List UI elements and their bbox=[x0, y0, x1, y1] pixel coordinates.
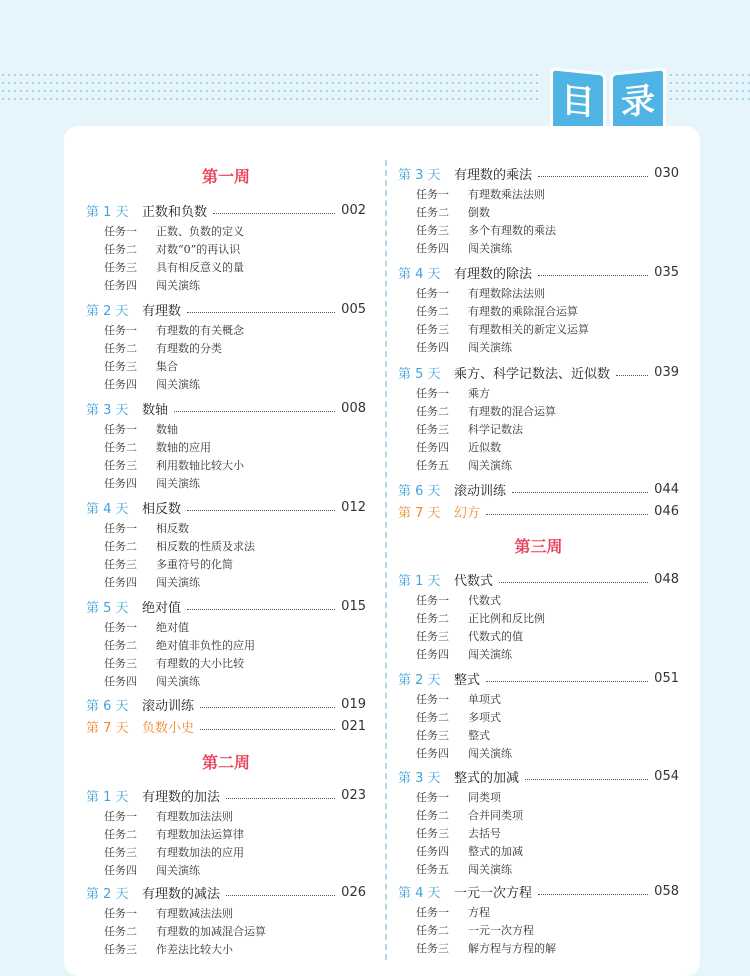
task-number: 任务一 bbox=[416, 594, 449, 607]
toc-day-entry[interactable] bbox=[86, 596, 366, 616]
task-title: 相反数 bbox=[156, 522, 189, 535]
task-title: 绝对值 bbox=[156, 621, 189, 634]
toc-task-entry bbox=[398, 221, 679, 239]
toc-task-entry bbox=[398, 860, 679, 878]
task-title: 绝对值非负性的应用 bbox=[156, 639, 255, 652]
page-number: 039 bbox=[654, 364, 679, 380]
page-number: 012 bbox=[341, 499, 366, 515]
task-number: 任务四 bbox=[104, 576, 137, 589]
task-title: 有理数乘法法则 bbox=[468, 188, 545, 201]
dot-leader bbox=[538, 894, 648, 895]
task-number: 任务三 bbox=[416, 630, 449, 643]
day-number: 第 5 天 bbox=[86, 600, 129, 616]
toc-task-entry bbox=[86, 654, 366, 672]
task-title: 利用数轴比较大小 bbox=[156, 459, 244, 472]
task-number: 任务四 bbox=[416, 747, 449, 760]
task-title: 有理数相关的新定义运算 bbox=[468, 323, 589, 336]
dot-leader bbox=[486, 514, 648, 515]
toc-task-entry bbox=[86, 222, 366, 240]
task-number: 任务二 bbox=[416, 405, 449, 418]
task-title: 多项式 bbox=[468, 711, 501, 724]
task-title: 闯关演练 bbox=[156, 675, 200, 688]
task-number: 任务二 bbox=[416, 612, 449, 625]
dot-leader bbox=[187, 510, 335, 511]
task-title: 闯关演练 bbox=[156, 378, 200, 391]
day-number: 第 3 天 bbox=[86, 402, 129, 418]
toc-task-entry bbox=[398, 788, 679, 806]
task-number: 任务一 bbox=[104, 522, 137, 535]
toc-task-entry bbox=[398, 384, 679, 402]
day-number: 第 6 天 bbox=[86, 698, 129, 714]
toc-day-entry[interactable] bbox=[86, 299, 366, 319]
task-title: 闯关演练 bbox=[468, 863, 512, 876]
page-number: 058 bbox=[654, 883, 679, 899]
day-number: 第 2 天 bbox=[398, 672, 441, 688]
task-number: 任务一 bbox=[416, 791, 449, 804]
toc-task-entry bbox=[398, 690, 679, 708]
column-divider bbox=[385, 160, 387, 960]
toc-task-entry bbox=[398, 903, 679, 921]
toc-task-entry bbox=[86, 240, 366, 258]
task-number: 任务一 bbox=[104, 423, 137, 436]
toc-task-entry bbox=[398, 320, 679, 338]
task-title: 整式的加减 bbox=[468, 845, 523, 858]
task-title: 有理数的大小比较 bbox=[156, 657, 244, 670]
task-number: 任务四 bbox=[104, 675, 137, 688]
toc-task-entry bbox=[398, 456, 679, 474]
task-number: 任务一 bbox=[416, 287, 449, 300]
dot-leader bbox=[512, 492, 648, 493]
task-title: 乘方 bbox=[468, 387, 490, 400]
task-number: 任务一 bbox=[416, 387, 449, 400]
week-heading: 第一周 bbox=[201, 167, 250, 186]
task-title: 有理数的乘除混合运算 bbox=[468, 305, 578, 318]
day-title: 整式的加减 bbox=[454, 770, 520, 786]
toc-task-entry bbox=[398, 824, 679, 842]
task-number: 任务五 bbox=[416, 459, 449, 472]
task-number: 任务四 bbox=[416, 242, 449, 255]
task-title: 闯关演练 bbox=[468, 648, 512, 661]
day-title: 幻方 bbox=[454, 505, 481, 521]
task-title: 整式 bbox=[468, 729, 490, 742]
task-number: 任务二 bbox=[416, 206, 449, 219]
page-number: 002 bbox=[341, 202, 366, 218]
task-title: 有理数的混合运算 bbox=[468, 405, 556, 418]
task-title: 多重符号的化简 bbox=[156, 558, 233, 571]
toc-task-entry bbox=[398, 708, 679, 726]
dot-leader bbox=[538, 176, 648, 177]
task-number: 任务二 bbox=[104, 243, 137, 256]
day-title: 滚动训练 bbox=[142, 698, 195, 714]
task-title: 有理数的分类 bbox=[156, 342, 222, 355]
toc-task-entry bbox=[398, 627, 679, 645]
contents-title-char-2: 录 bbox=[610, 67, 666, 137]
dot-leader bbox=[200, 729, 335, 730]
toc-task-entry bbox=[86, 618, 366, 636]
header-dot-pattern bbox=[0, 74, 540, 108]
page-number: 005 bbox=[341, 301, 366, 317]
day-number: 第 1 天 bbox=[86, 789, 129, 805]
task-title: 有理数加法的应用 bbox=[156, 846, 244, 859]
task-number: 任务四 bbox=[416, 441, 449, 454]
task-number: 任务二 bbox=[104, 828, 137, 841]
page-number: 035 bbox=[654, 264, 679, 280]
task-title: 数轴 bbox=[156, 423, 178, 436]
task-number: 任务一 bbox=[416, 188, 449, 201]
toc-task-entry bbox=[86, 807, 366, 825]
week-heading: 第三周 bbox=[514, 537, 563, 556]
toc-day-entry[interactable] bbox=[398, 501, 679, 521]
day-number: 第 3 天 bbox=[398, 770, 441, 786]
dot-leader bbox=[200, 707, 335, 708]
task-number: 任务三 bbox=[416, 423, 449, 436]
task-title: 近似数 bbox=[468, 441, 501, 454]
day-number: 第 6 天 bbox=[398, 483, 441, 499]
dot-leader bbox=[187, 609, 335, 610]
toc-task-entry bbox=[86, 258, 366, 276]
toc-task-entry bbox=[86, 825, 366, 843]
toc-task-entry bbox=[86, 321, 366, 339]
toc-task-entry bbox=[86, 940, 366, 958]
day-number: 第 7 天 bbox=[398, 505, 441, 521]
task-number: 任务一 bbox=[104, 225, 137, 238]
dot-leader bbox=[226, 895, 335, 896]
day-number: 第 1 天 bbox=[398, 573, 441, 589]
toc-task-entry bbox=[398, 438, 679, 456]
task-title: 正数、负数的定义 bbox=[156, 225, 244, 238]
task-title: 合并同类项 bbox=[468, 809, 523, 822]
task-title: 作差法比较大小 bbox=[156, 943, 233, 956]
task-title: 有理数的加减混合运算 bbox=[156, 925, 266, 938]
task-number: 任务三 bbox=[104, 459, 137, 472]
task-number: 任务三 bbox=[104, 846, 137, 859]
page-number: 021 bbox=[341, 718, 366, 734]
task-number: 任务二 bbox=[416, 809, 449, 822]
day-number: 第 1 天 bbox=[86, 204, 129, 220]
toc-task-entry bbox=[86, 555, 366, 573]
day-title: 有理数的减法 bbox=[142, 886, 221, 902]
day-title: 代数式 bbox=[454, 573, 494, 589]
task-number: 任务四 bbox=[104, 378, 137, 391]
toc-day-entry[interactable] bbox=[398, 766, 679, 786]
toc-day-entry[interactable] bbox=[86, 716, 366, 736]
task-title: 有理数加法运算律 bbox=[156, 828, 244, 841]
task-title: 解方程与方程的解 bbox=[468, 942, 556, 955]
toc-day-entry[interactable] bbox=[398, 881, 679, 901]
page-number: 026 bbox=[341, 884, 366, 900]
page-number: 044 bbox=[654, 481, 679, 497]
day-title: 相反数 bbox=[142, 501, 182, 517]
day-title: 一元一次方程 bbox=[454, 885, 533, 901]
task-title: 闯关演练 bbox=[156, 576, 200, 589]
page-number: 008 bbox=[341, 400, 366, 416]
task-title: 有理数除法法则 bbox=[468, 287, 545, 300]
task-title: 倒数 bbox=[468, 206, 490, 219]
task-number: 任务三 bbox=[104, 943, 137, 956]
toc-task-entry bbox=[86, 339, 366, 357]
toc-day-entry[interactable] bbox=[398, 569, 679, 589]
task-number: 任务二 bbox=[416, 711, 449, 724]
task-number: 任务四 bbox=[416, 341, 449, 354]
task-title: 闯关演练 bbox=[156, 864, 200, 877]
task-number: 任务三 bbox=[416, 827, 449, 840]
dot-leader bbox=[213, 213, 335, 214]
task-number: 任务四 bbox=[104, 279, 137, 292]
page-number: 046 bbox=[654, 503, 679, 519]
toc-task-entry bbox=[86, 904, 366, 922]
toc-task-entry bbox=[86, 375, 366, 393]
toc-task-entry bbox=[86, 573, 366, 591]
task-title: 代数式 bbox=[468, 594, 501, 607]
toc-task-entry bbox=[86, 843, 366, 861]
task-number: 任务三 bbox=[416, 729, 449, 742]
task-title: 闯关演练 bbox=[468, 747, 512, 760]
task-number: 任务一 bbox=[104, 907, 137, 920]
dot-leader bbox=[499, 582, 648, 583]
day-number: 第 4 天 bbox=[398, 266, 441, 282]
task-title: 闯关演练 bbox=[156, 279, 200, 292]
toc-task-entry bbox=[86, 456, 366, 474]
toc-day-entry[interactable] bbox=[398, 479, 679, 499]
task-number: 任务一 bbox=[416, 693, 449, 706]
toc-task-entry bbox=[86, 276, 366, 294]
toc-task-entry bbox=[398, 239, 679, 257]
day-title: 滚动训练 bbox=[454, 483, 507, 499]
toc-task-entry bbox=[398, 302, 679, 320]
toc-day-entry[interactable] bbox=[86, 694, 366, 714]
toc-day-entry[interactable] bbox=[86, 785, 366, 805]
toc-task-entry bbox=[86, 474, 366, 492]
toc-day-entry[interactable] bbox=[398, 668, 679, 688]
toc-task-entry bbox=[86, 357, 366, 375]
toc-day-entry[interactable] bbox=[86, 497, 366, 517]
task-number: 任务三 bbox=[104, 657, 137, 670]
toc-task-entry bbox=[86, 537, 366, 555]
task-title: 有理数的有关概念 bbox=[156, 324, 244, 337]
dot-leader bbox=[174, 411, 335, 412]
task-title: 闯关演练 bbox=[468, 459, 512, 472]
task-number: 任务一 bbox=[104, 324, 137, 337]
day-title: 有理数的加法 bbox=[142, 789, 221, 805]
week-heading: 第二周 bbox=[201, 753, 250, 772]
day-number: 第 2 天 bbox=[86, 303, 129, 319]
task-title: 具有相反意义的量 bbox=[156, 261, 244, 274]
toc-task-entry bbox=[86, 438, 366, 456]
dot-leader bbox=[187, 312, 335, 313]
dot-leader bbox=[616, 375, 648, 376]
toc-task-entry bbox=[398, 744, 679, 762]
toc-task-entry bbox=[398, 726, 679, 744]
day-number: 第 4 天 bbox=[86, 501, 129, 517]
task-number: 任务三 bbox=[416, 323, 449, 336]
contents-title-char-1: 目 bbox=[550, 67, 606, 137]
task-title: 去括号 bbox=[468, 827, 501, 840]
day-number: 第 7 天 bbox=[86, 720, 129, 736]
day-number: 第 4 天 bbox=[398, 885, 441, 901]
day-title: 正数和负数 bbox=[142, 204, 208, 220]
task-title: 代数式的值 bbox=[468, 630, 523, 643]
task-title: 闯关演练 bbox=[468, 341, 512, 354]
day-number: 第 5 天 bbox=[398, 366, 441, 382]
day-title: 有理数的除法 bbox=[454, 266, 533, 282]
task-title: 集合 bbox=[156, 360, 178, 373]
task-number: 任务三 bbox=[104, 261, 137, 274]
toc-day-entry[interactable] bbox=[86, 398, 366, 418]
toc-task-entry bbox=[86, 861, 366, 879]
task-number: 任务二 bbox=[104, 441, 137, 454]
task-title: 单项式 bbox=[468, 693, 501, 706]
task-title: 同类项 bbox=[468, 791, 501, 804]
task-title: 一元一次方程 bbox=[468, 924, 534, 937]
toc-task-entry bbox=[86, 636, 366, 654]
toc-day-entry[interactable] bbox=[86, 200, 366, 220]
task-title: 正比例和反比例 bbox=[468, 612, 545, 625]
page-number: 023 bbox=[341, 787, 366, 803]
task-number: 任务五 bbox=[416, 863, 449, 876]
day-title: 整式 bbox=[454, 672, 481, 688]
task-title: 有理数减法法则 bbox=[156, 907, 233, 920]
day-title: 有理数 bbox=[142, 303, 182, 319]
toc-day-entry[interactable] bbox=[86, 882, 366, 902]
task-number: 任务四 bbox=[416, 845, 449, 858]
task-title: 方程 bbox=[468, 906, 490, 919]
task-number: 任务三 bbox=[416, 224, 449, 237]
dot-leader bbox=[486, 681, 648, 682]
day-number: 第 3 天 bbox=[398, 167, 441, 183]
toc-task-entry bbox=[398, 842, 679, 860]
day-title: 有理数的乘法 bbox=[454, 167, 533, 183]
toc-task-entry bbox=[398, 338, 679, 356]
toc-task-entry bbox=[86, 420, 366, 438]
day-number: 第 2 天 bbox=[86, 886, 129, 902]
toc-day-entry[interactable] bbox=[398, 362, 679, 382]
task-number: 任务四 bbox=[416, 648, 449, 661]
day-title: 绝对值 bbox=[142, 600, 182, 616]
toc-task-entry bbox=[398, 185, 679, 203]
toc-task-entry bbox=[398, 609, 679, 627]
day-title: 负数小史 bbox=[142, 720, 195, 736]
task-title: 闯关演练 bbox=[156, 477, 200, 490]
toc-day-entry[interactable] bbox=[398, 262, 679, 282]
task-title: 相反数的性质及求法 bbox=[156, 540, 255, 553]
task-number: 任务二 bbox=[104, 925, 137, 938]
task-number: 任务一 bbox=[104, 810, 137, 823]
toc-task-entry bbox=[398, 402, 679, 420]
toc-task-entry bbox=[398, 420, 679, 438]
toc-task-entry bbox=[398, 203, 679, 221]
task-number: 任务四 bbox=[104, 864, 137, 877]
task-number: 任务一 bbox=[416, 906, 449, 919]
task-title: 数轴的应用 bbox=[156, 441, 211, 454]
task-number: 任务三 bbox=[104, 360, 137, 373]
task-number: 任务一 bbox=[104, 621, 137, 634]
toc-task-entry bbox=[398, 921, 679, 939]
header-dot-pattern-right bbox=[668, 74, 750, 108]
task-number: 任务四 bbox=[104, 477, 137, 490]
page-number: 051 bbox=[654, 670, 679, 686]
task-title: 对数“0”的再认识 bbox=[156, 243, 241, 256]
dot-leader bbox=[226, 798, 335, 799]
task-title: 科学记数法 bbox=[468, 423, 523, 436]
toc-task-entry bbox=[86, 672, 366, 690]
task-title: 多个有理数的乘法 bbox=[468, 224, 556, 237]
task-number: 任务三 bbox=[104, 558, 137, 571]
toc-task-entry bbox=[398, 939, 679, 957]
page-number: 015 bbox=[341, 598, 366, 614]
page-number: 054 bbox=[654, 768, 679, 784]
task-number: 任务三 bbox=[416, 942, 449, 955]
dot-leader bbox=[525, 779, 648, 780]
task-number: 任务二 bbox=[104, 342, 137, 355]
toc-task-entry bbox=[86, 519, 366, 537]
dot-leader bbox=[538, 275, 648, 276]
day-title: 乘方、科学记数法、近似数 bbox=[454, 366, 611, 382]
task-number: 任务二 bbox=[416, 305, 449, 318]
task-title: 有理数加法法则 bbox=[156, 810, 233, 823]
task-number: 任务二 bbox=[104, 540, 137, 553]
day-title: 数轴 bbox=[142, 402, 169, 418]
page-number: 030 bbox=[654, 165, 679, 181]
toc-task-entry bbox=[398, 645, 679, 663]
page-number: 019 bbox=[341, 696, 366, 712]
task-number: 任务二 bbox=[104, 639, 137, 652]
toc-task-entry bbox=[398, 591, 679, 609]
toc-task-entry bbox=[398, 284, 679, 302]
toc-day-entry[interactable] bbox=[398, 163, 679, 183]
task-title: 闯关演练 bbox=[468, 242, 512, 255]
toc-task-entry bbox=[398, 806, 679, 824]
task-number: 任务二 bbox=[416, 924, 449, 937]
toc-task-entry bbox=[86, 922, 366, 940]
page-number: 048 bbox=[654, 571, 679, 587]
